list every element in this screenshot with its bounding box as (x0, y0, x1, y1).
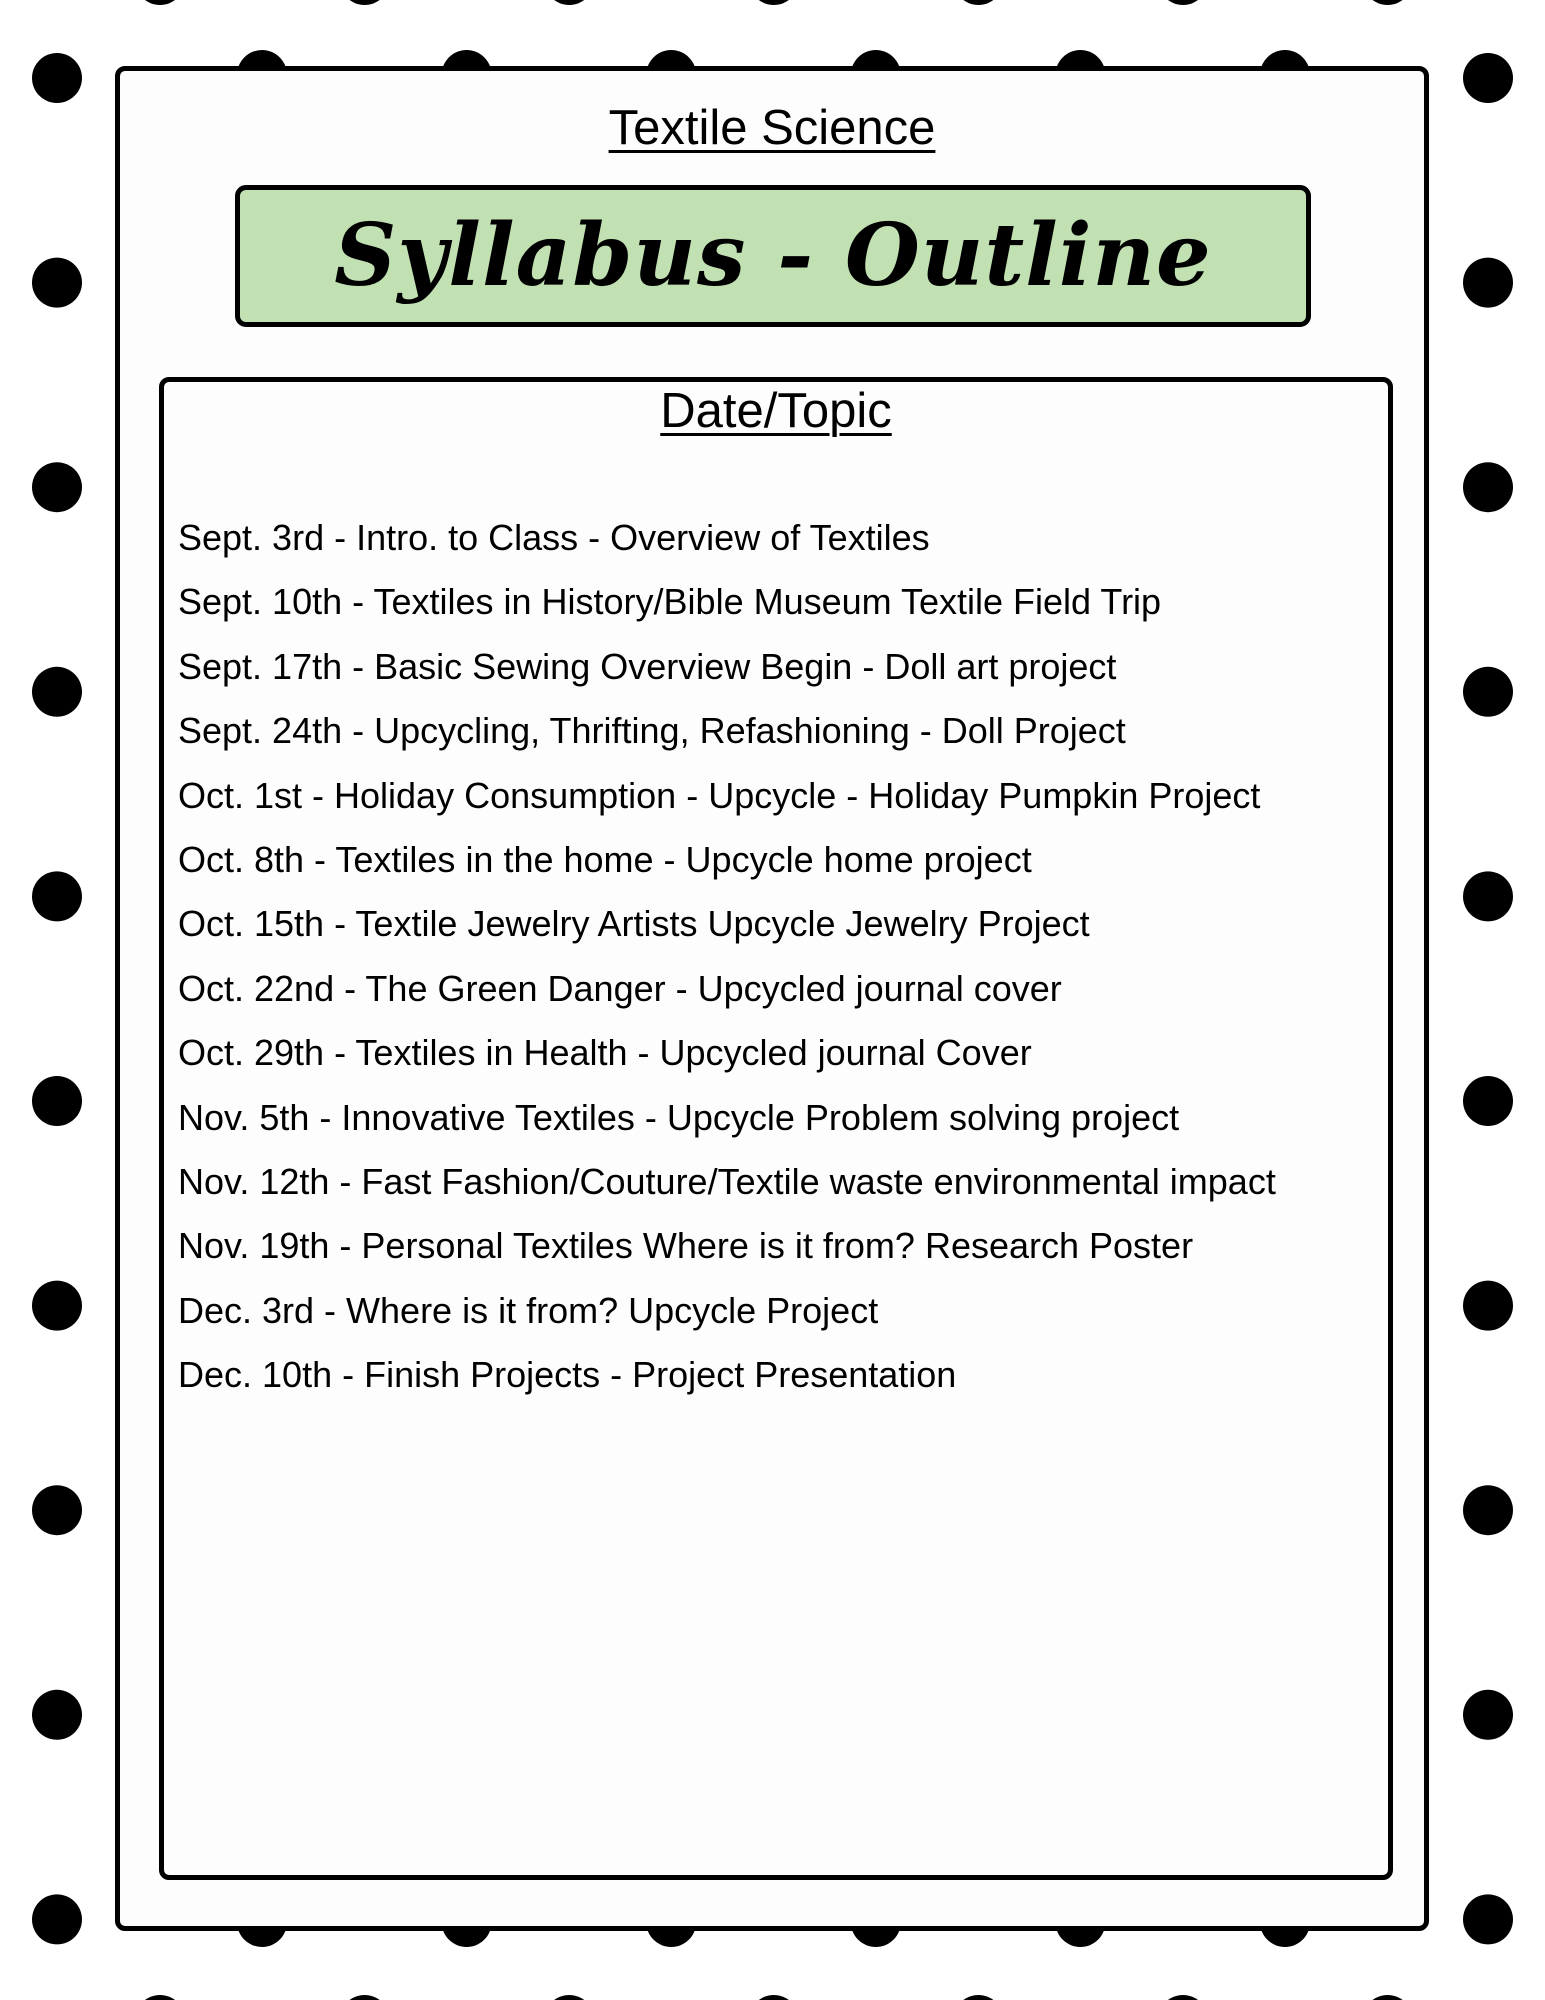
polka-dot (953, 0, 1003, 5)
schedule-item: Oct. 8th - Textiles in the home - Upcycle home project (178, 838, 1032, 880)
polka-dot (1363, 1995, 1413, 2000)
polka-dot (953, 1995, 1003, 2000)
schedule-item: Dec. 10th - Finish Projects - Project Presentation (178, 1354, 957, 1396)
polka-dot (135, 0, 185, 5)
polka-dot (32, 1485, 82, 1535)
schedule-item: Sept. 24th - Upcycling, Thrifting, Refashioning - Doll Project (178, 710, 1126, 752)
polka-dot (749, 1995, 799, 2000)
schedule-item: Sept. 17th - Basic Sewing Overview Begin - Doll art project (178, 645, 1117, 687)
schedule-item: Nov. 5th - Innovative Textiles - Upcycle Problem solving project (178, 1096, 1180, 1138)
course-title: Textile Science (608, 101, 936, 155)
polka-dot (32, 871, 82, 921)
schedule-item: Oct. 15th - Textile Jewelry Artists Upcycle Jewelry Project (178, 903, 1090, 945)
polka-dot (544, 1995, 594, 2000)
polka-dot (32, 1690, 82, 1740)
polka-dot (135, 1995, 185, 2000)
banner-title: Syllabus - Outline (334, 205, 1212, 306)
polka-dot (32, 667, 82, 717)
syllabus-card (115, 66, 1429, 1931)
polka-dot (1158, 0, 1208, 5)
syllabus-banner (235, 185, 1311, 327)
polka-dot (32, 1076, 82, 1126)
date-topic-heading: Date/Topic (660, 384, 892, 438)
schedule-item: Dec. 3rd - Where is it from? Upcycle Project (178, 1289, 879, 1331)
polka-dot (1463, 667, 1513, 717)
polka-dot (1363, 0, 1413, 5)
polka-dot (340, 0, 390, 5)
polka-dot (1463, 53, 1513, 103)
polka-dot (32, 462, 82, 512)
date-topic-box (159, 377, 1393, 1880)
schedule-item: Oct. 29th - Textiles in Health - Upcycled journal Cover (178, 1032, 1032, 1074)
polka-dot (1463, 1281, 1513, 1331)
polka-dot (544, 0, 594, 5)
schedule-item: Oct. 22nd - The Green Danger - Upcycled journal cover (178, 967, 1062, 1009)
polka-dot (32, 1281, 82, 1331)
schedule-item: Nov. 19th - Personal Textiles Where is it from? Research Poster (178, 1225, 1194, 1267)
schedule-item: Oct. 1st - Holiday Consumption - Upcycle - Holiday Pumpkin Project (178, 774, 1261, 816)
polka-dot (32, 1894, 82, 1944)
polka-dot (1463, 871, 1513, 921)
polka-dot (1463, 258, 1513, 308)
schedule-item: Sept. 10th - Textiles in History/Bible Museum Textile Field Trip (178, 581, 1162, 623)
polka-dot (749, 0, 799, 5)
polka-dot (340, 1995, 390, 2000)
schedule-list (178, 506, 1276, 1407)
schedule-item: Nov. 12th - Fast Fashion/Couture/Textile waste environmental impact (178, 1160, 1276, 1202)
polka-dot (1463, 1690, 1513, 1740)
polka-dot (1463, 1076, 1513, 1126)
polka-dot (32, 258, 82, 308)
polka-dot (1158, 1995, 1208, 2000)
polka-dot (1463, 1485, 1513, 1535)
polka-dot (1463, 462, 1513, 512)
schedule-item: Sept. 3rd - Intro. to Class - Overview of Textiles (178, 517, 930, 558)
polka-dot (32, 53, 82, 103)
polka-dot (1463, 1894, 1513, 1944)
